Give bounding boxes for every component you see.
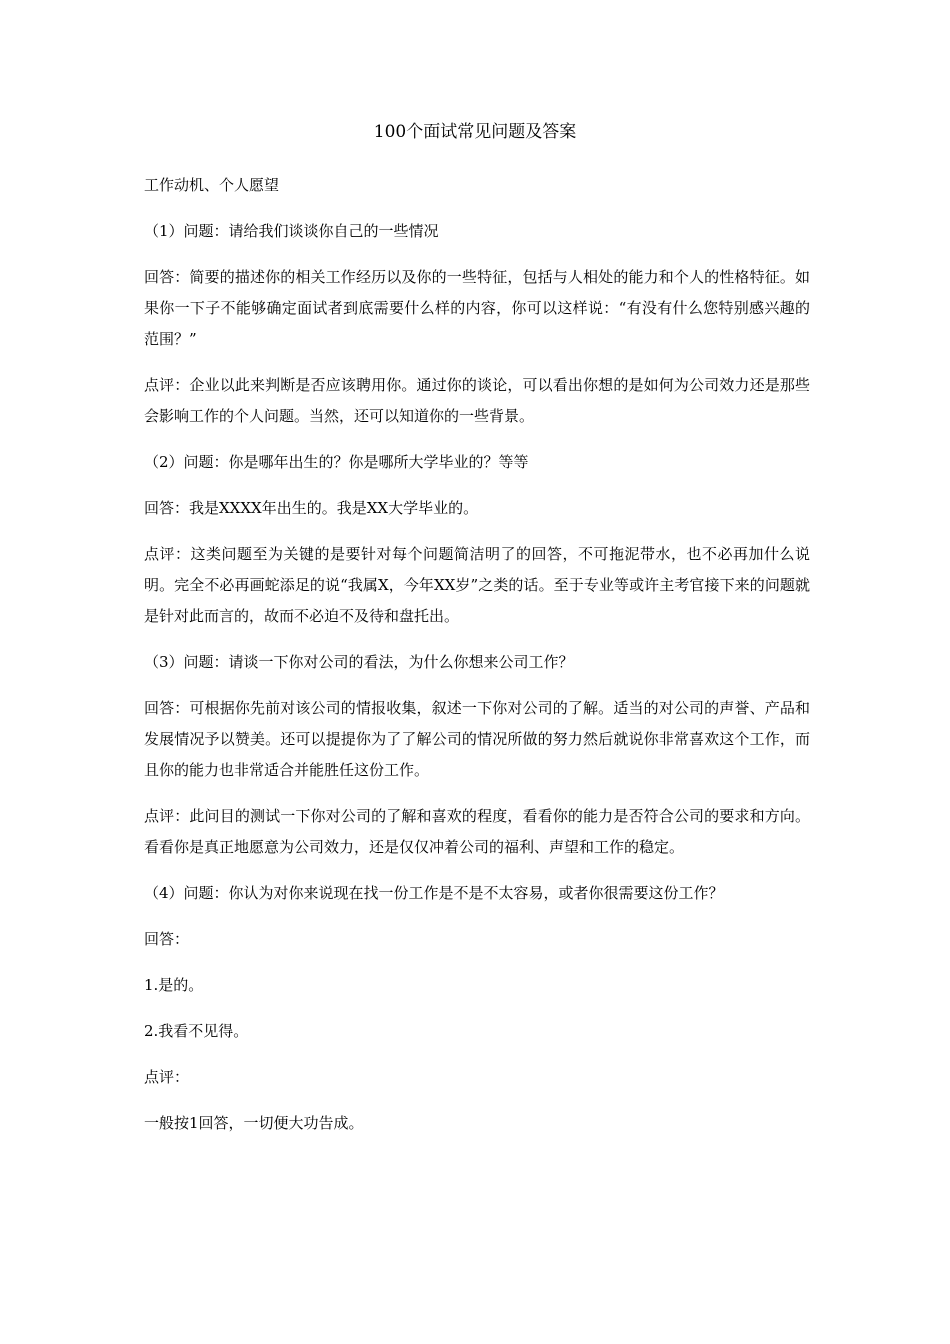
answer-4-option-1: 1.是的。 [144, 976, 204, 994]
document-body [144, 170, 810, 1154]
answer-2: 回答：我是XXXX年出生的。我是XX大学毕业的。 [144, 499, 479, 517]
answer-3: 回答：可根据你先前对该公司的情报收集，叙述一下你对公司的了解。适当的对公司的声誉、产品和发展情况予以赞美。还可以提提你为了了解公司的情况所做的努力然后就说你非常喜欢这个工作，而且你的能力也非常适合并能胜任这份工作。 [144, 699, 810, 779]
comment-4-label: 点评： [144, 1068, 190, 1086]
answer-4-label: 回答： [144, 930, 190, 948]
comment-4: 一般按1回答，一切便大功告成。 [144, 1114, 364, 1132]
section-heading: 工作动机、个人愿望 [144, 176, 280, 194]
question-3: （3）问题：请谈一下你对公司的看法，为什么你想来公司工作？ [144, 653, 574, 671]
question-4: （4）问题：你认为对你来说现在找一份工作是不是不太容易，或者你很需要这份工作？ [144, 884, 724, 902]
answer-1: 回答：简要的描述你的相关工作经历以及你的一些特征，包括与人相处的能力和个人的性格特征。如果你一下子不能够确定面试者到底需要什么样的内容，你可以这样说：“有没有什么您特别感兴趣的范围？” [144, 268, 810, 348]
answer-4-option-2: 2.我看不见得。 [144, 1022, 249, 1040]
comment-1: 点评：企业以此来判断是否应该聘用你。通过你的谈论，可以看出你想的是如何为公司效力还是那些会影响工作的个人问题。当然，还可以知道你的一些背景。 [144, 376, 810, 425]
question-2: （2）问题：你是哪年出生的？你是哪所大学毕业的？等等 [144, 453, 529, 471]
comment-3: 点评：此问目的测试一下你对公司的了解和喜欢的程度，看看你的能力是否符合公司的要求和方向。看看你是真正地愿意为公司效力，还是仅仅冲着公司的福利、声望和工作的稳定。 [144, 807, 810, 856]
question-1: （1）问题：请给我们谈谈你自己的一些情况 [144, 222, 439, 240]
document-title: 100个面试常见问题及答案 [373, 122, 577, 142]
comment-2: 点评：这类问题至为关键的是要针对每个问题简洁明了的回答，不可拖泥带水，也不必再加什么说明。完全不必再画蛇添足的说“我属X，今年XX岁”之类的话。至于专业等或许主考官接下来的问题就是针对此而言的，故而不必迫不及待和盘托出。 [144, 545, 810, 625]
